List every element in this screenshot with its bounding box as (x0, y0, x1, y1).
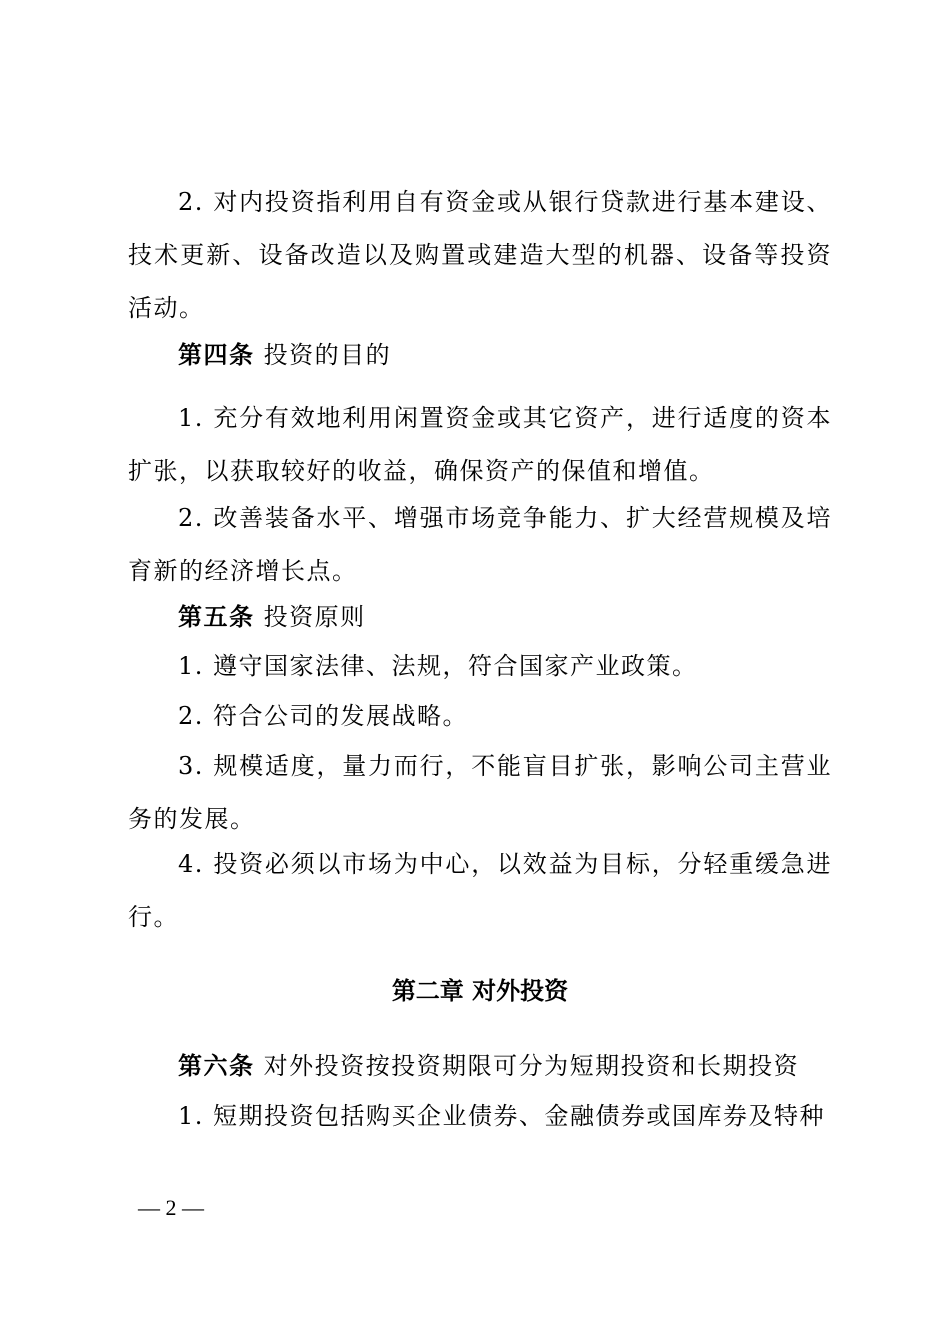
article-5-title: 投资原则 (254, 603, 366, 631)
paragraph-purpose-1: 1. 充分有效地利用闲置资金或其它资产，进行适度的资本扩张，以获取较好的收益，确保资产的保值和增值。 (128, 404, 832, 485)
article-4-heading (128, 329, 832, 382)
article-5-label: 第五条 (178, 603, 255, 631)
paragraph-principle-2: 2. 符合公司的发展战略。 (178, 702, 469, 730)
article-6-label: 第六条 (178, 1052, 255, 1080)
paragraph-internal-investment: 2. 对内投资指利用自有资金或从银行贷款进行基本建设、技术更新、设备改造以及购置或建造大型的机器、设备等投资活动。 (128, 188, 832, 322)
chapter-2-title: 第二章 对外投资 (391, 977, 569, 1005)
paragraph-principle-1: 1. 遵守国家法律、法规，符合国家产业政策。 (178, 652, 698, 680)
paragraph-principle-3: 3. 规模适度，量力而行，不能盲目扩张，影响公司主营业务的发展。 (128, 752, 832, 833)
paragraph-principle-4: 4. 投资必须以市场为中心，以效益为目标，分轻重缓急进行。 (128, 850, 832, 931)
article-4-label: 第四条 (178, 341, 255, 369)
article-4-title: 投资的目的 (254, 341, 392, 369)
article-6-title: 对外投资按投资期限可分为短期投资和长期投资 (254, 1052, 800, 1080)
page-number: — 2 — (138, 1195, 204, 1220)
article-6-heading (128, 1040, 832, 1093)
article-5-heading (128, 591, 832, 644)
paragraph-purpose-2: 2. 改善装备水平、增强市场竞争能力、扩大经营规模及培育新的经济增长点。 (128, 504, 832, 585)
paragraph-short-term-investment: 1. 短期投资包括购买企业债券、金融债券或国库券及特种 (178, 1102, 826, 1130)
